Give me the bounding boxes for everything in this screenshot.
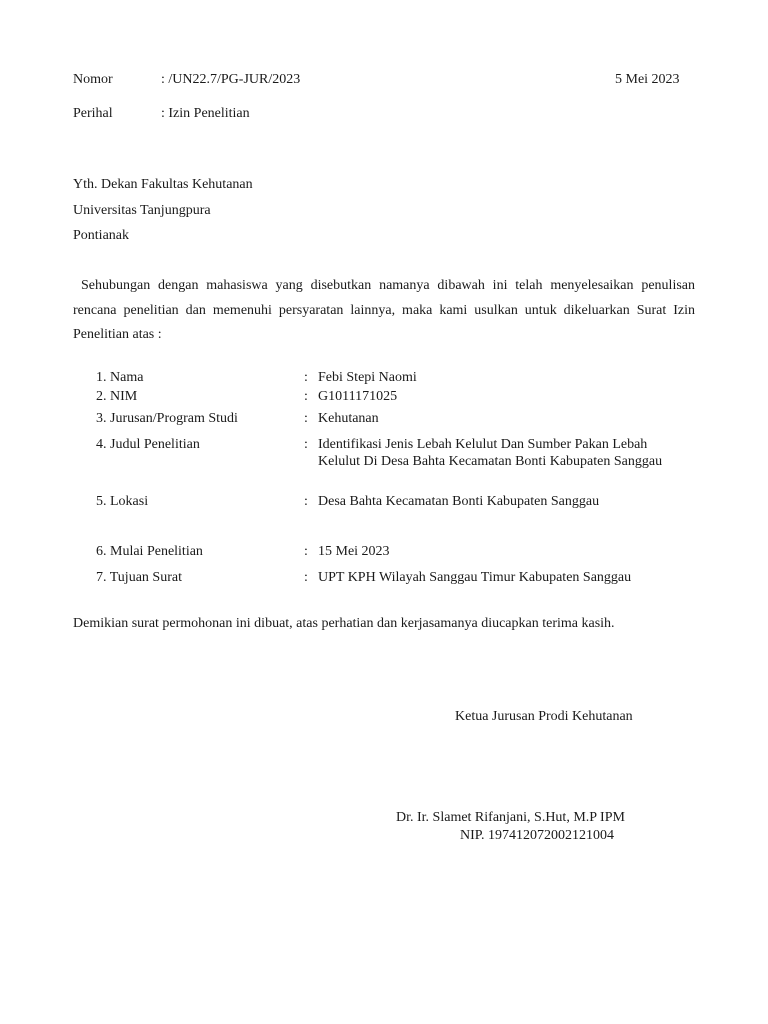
detail-label: 2. NIM (96, 389, 138, 404)
detail-label: 3. Jurusan/Program Studi (96, 411, 238, 426)
recipient-line-1: Yth. Dekan Fakultas Kehutanan (73, 177, 253, 192)
perihal-label: Perihal (73, 106, 113, 121)
perihal-value: : Izin Penelitian (161, 106, 250, 121)
nomor-value: : /UN22.7/PG-JUR/2023 (161, 72, 301, 87)
detail-label: 5. Lokasi (96, 494, 149, 509)
recipient-line-2: Universitas Tanjungpura (73, 203, 211, 218)
letter-date: 5 Mei 2023 (615, 72, 680, 87)
detail-label: 1. Nama (96, 370, 144, 385)
detail-separator: : (304, 437, 308, 452)
intro-text: Sehubungan dengan mahasiswa yang disebutkan namanya dibawah ini telah menyelesaikan penulisan rencana penelitian dan memenuhi persyaratan lainnya, maka kami usulkan untuk dikeluarkan Surat Izin Penelitian atas : (73, 278, 695, 342)
detail-label: 6. Mulai Penelitian (96, 544, 203, 559)
recipient-line-3: Pontianak (73, 228, 129, 243)
signatory-nip: NIP. 197412072002121004 (460, 828, 615, 843)
signatory-title: Ketua Jurusan Prodi Kehutanan (455, 709, 633, 724)
detail-label: 4. Judul Penelitian (96, 437, 200, 452)
detail-value: Febi Stepi Naomi (318, 370, 417, 385)
intro-paragraph (73, 274, 695, 348)
detail-separator: : (304, 389, 308, 404)
detail-separator: : (304, 370, 308, 385)
signatory-name: Dr. Ir. Slamet Rifanjani, S.Hut, M.P IPM (396, 810, 625, 825)
detail-label: 7. Tujuan Surat (96, 570, 182, 585)
detail-separator: : (304, 494, 308, 509)
nomor-label: Nomor (73, 72, 113, 87)
detail-value: UPT KPH Wilayah Sanggau Timur Kabupaten Sanggau (318, 570, 632, 585)
detail-separator: : (304, 411, 308, 426)
detail-separator: : (304, 544, 308, 559)
detail-separator: : (304, 570, 308, 585)
detail-value: G1011171025 (318, 389, 398, 404)
closing-sentence: Demikian surat permohonan ini dibuat, atas perhatian dan kerjasamanya diucapkan terima kasih. (73, 616, 615, 631)
detail-value: Identifikasi Jenis Lebah Kelulut Dan Sumber Pakan Lebah Kelulut Di Desa Bahta Kecamatan Bonti Kabupaten Sanggau (318, 437, 663, 469)
detail-value: Kehutanan (318, 411, 379, 426)
detail-value: Desa Bahta Kecamatan Bonti Kabupaten Sanggau (318, 494, 600, 509)
detail-value: 15 Mei 2023 (318, 544, 390, 559)
